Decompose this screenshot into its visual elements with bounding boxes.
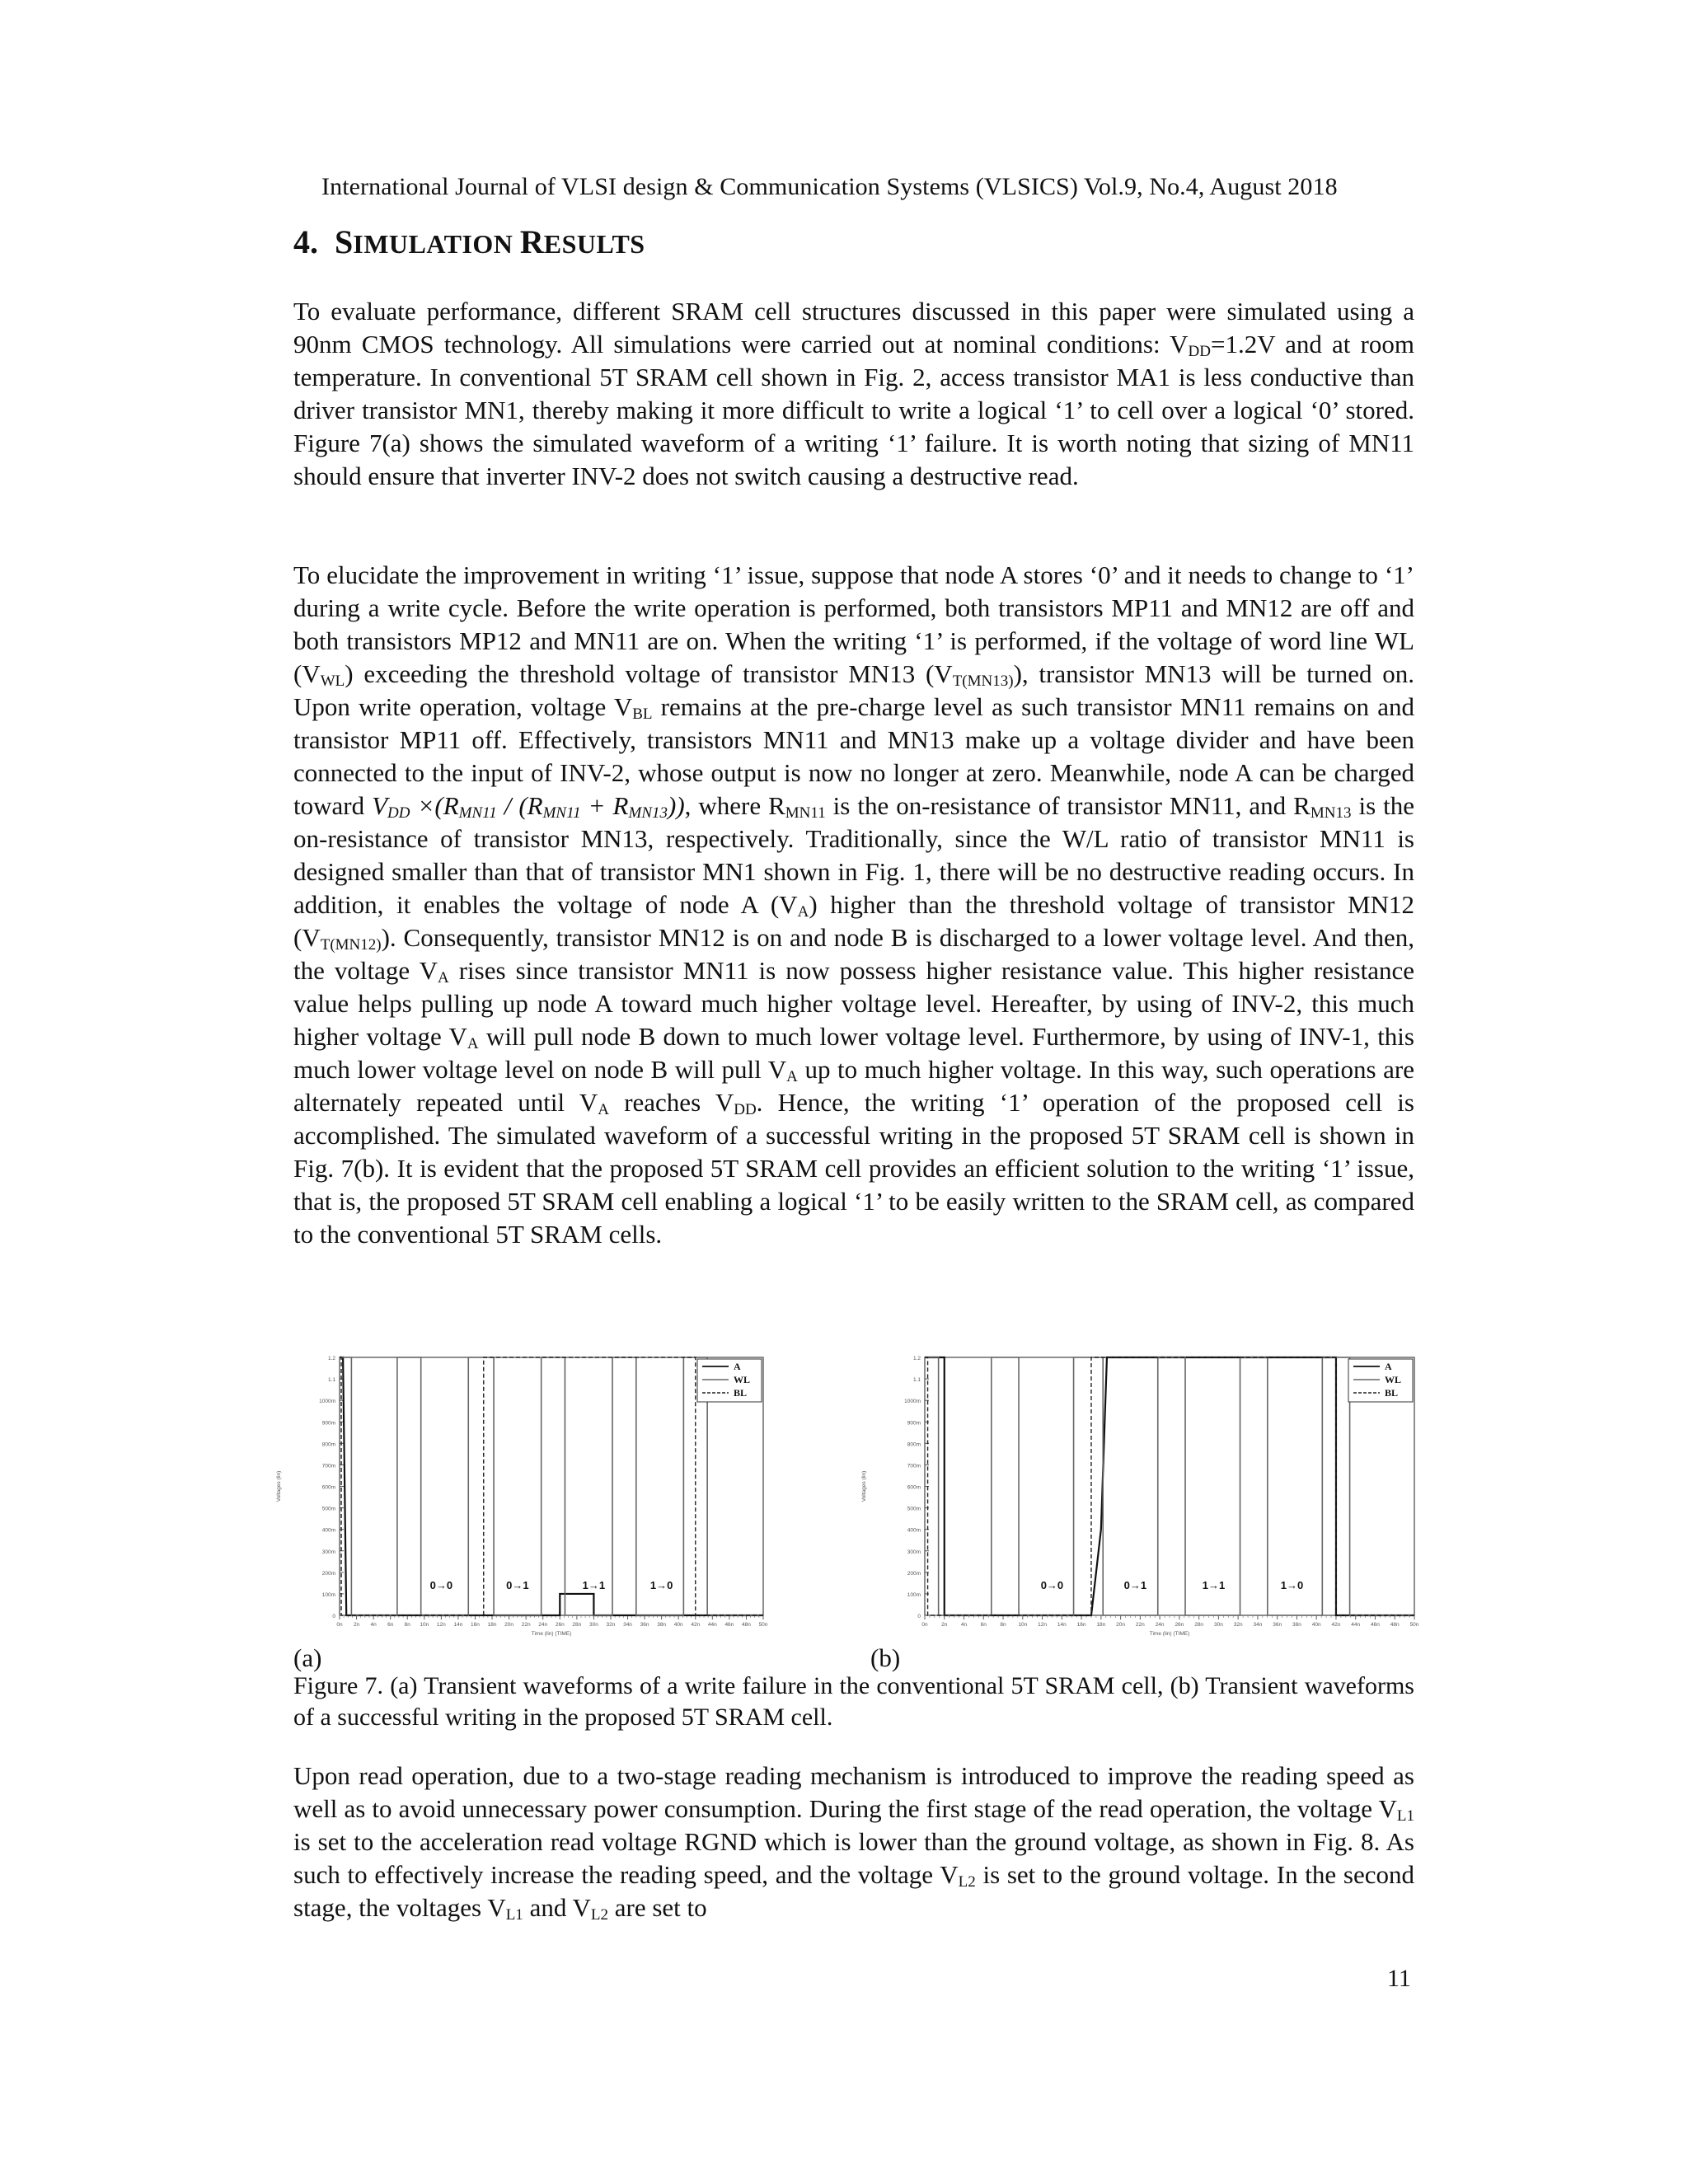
x-tick-label: 10n	[1018, 1622, 1028, 1628]
x-tick-label: 24n	[538, 1622, 548, 1628]
x-tick-label: 16n	[1076, 1622, 1086, 1628]
y-tick-label: 900m	[321, 1420, 335, 1427]
x-tick-label: 44n	[707, 1622, 717, 1628]
legend-box	[1348, 1359, 1413, 1402]
series-a-line	[925, 1357, 1414, 1615]
y-tick-label: 1.1	[912, 1377, 921, 1384]
x-tick-label: 36n	[640, 1622, 649, 1628]
x-tick-label: 0n	[336, 1622, 343, 1628]
x-tick-label: 20n	[1116, 1622, 1126, 1628]
x-axis-label: Time (lin) (TIME)	[531, 1631, 572, 1637]
x-tick-label: 22n	[1135, 1622, 1145, 1628]
x-tick-label: 32n	[1233, 1622, 1243, 1628]
y-tick-label: 0	[332, 1614, 335, 1619]
y-tick-label: 400m	[321, 1527, 335, 1534]
x-tick-label: 28n	[572, 1622, 582, 1628]
figure-label-a: (a)	[293, 1643, 322, 1672]
x-tick-label: 24n	[1155, 1622, 1165, 1628]
y-tick-label: 300m	[907, 1549, 921, 1555]
x-tick-label: 36n	[1273, 1622, 1282, 1628]
x-tick-label: 34n	[623, 1622, 632, 1628]
y-tick-label: 900m	[907, 1420, 921, 1427]
x-tick-label: 20n	[504, 1622, 514, 1628]
x-tick-label: 8n	[404, 1622, 410, 1628]
plot-frame	[925, 1357, 1414, 1615]
journal-header: International Journal of VLSI design & Communication Systems (VLSICS) Vol.9, No.4, August 2018	[321, 173, 1338, 200]
y-tick-label: 1000m	[319, 1399, 335, 1405]
x-tick-label: 10n	[420, 1622, 429, 1628]
y-tick-label: 1000m	[904, 1399, 921, 1405]
x-tick-label: 46n	[724, 1622, 734, 1628]
y-tick-label: 200m	[907, 1570, 921, 1577]
x-tick-label: 4n	[960, 1622, 968, 1628]
series-bl-line	[925, 1357, 1414, 1615]
section-number: 4.	[293, 223, 318, 260]
legend-label-a: A	[1385, 1361, 1392, 1372]
x-axis-label: Time (lin) (TIME)	[1149, 1631, 1190, 1637]
y-tick-label: 500m	[321, 1506, 335, 1512]
legend-label-wl: WL	[734, 1374, 751, 1385]
y-tick-label: 500m	[907, 1506, 921, 1512]
x-tick-label: 26n	[555, 1622, 565, 1628]
x-tick-label: 18n	[487, 1622, 497, 1628]
figure-7a-chart	[272, 1347, 775, 1644]
page-number: 11	[1387, 1965, 1411, 1992]
x-tick-label: 38n	[1292, 1622, 1301, 1628]
x-tick-label: 40n	[673, 1622, 683, 1628]
transition-annotation: 0→1	[1123, 1578, 1147, 1591]
transition-annotation: 0→1	[506, 1578, 529, 1591]
y-tick-label: 100m	[907, 1591, 921, 1598]
transition-annotation: 1→1	[1202, 1578, 1226, 1591]
x-tick-label: 18n	[1096, 1622, 1106, 1628]
y-axis-label: Voltages (lin)	[861, 1470, 867, 1502]
x-tick-label: 22n	[521, 1622, 531, 1628]
x-tick-label: 32n	[606, 1622, 616, 1628]
x-tick-label: 8n	[1000, 1622, 1006, 1628]
x-tick-label: 28n	[1194, 1622, 1204, 1628]
x-tick-label: 48n	[742, 1622, 751, 1628]
x-tick-label: 50n	[758, 1622, 768, 1628]
figure-label-b: (b)	[870, 1643, 901, 1672]
x-tick-label: 12n	[436, 1622, 446, 1628]
transition-annotation: 1→0	[1280, 1578, 1304, 1591]
x-tick-label: 42n	[1331, 1622, 1341, 1628]
x-tick-label: 6n	[980, 1622, 987, 1628]
section-title-rest-1: IMULATION	[353, 229, 520, 259]
x-tick-label: 46n	[1371, 1622, 1380, 1628]
section-title-rest-2: ESULTS	[543, 229, 645, 259]
y-tick-label: 700m	[907, 1463, 921, 1469]
transition-annotation: 1→0	[649, 1578, 673, 1591]
paragraph-1: To evaluate performance, different SRAM cell structures discussed in this paper were simulated using a 90nm CMOS technology. All simulations were carried out at nominal conditions: $V_{DD}=1.2V$ and at room temperature. In conventional 5T SRAM cell shown in Fig. 2, access transistor MA1 is less conductive than driver transistor MN1, thereby making it more difficult to write a logical ‘1’ to cell over a logical ‘0’ stored. Figure 7(a) shows the simulated waveform of a writing ‘1’ failure. It is worth noting that sizing of MN11 should ensure that inverter INV-2 does not switch causing a destructive read.	[293, 297, 1414, 490]
y-tick-label: 400m	[907, 1527, 921, 1534]
legend-label-bl: BL	[734, 1387, 748, 1399]
x-tick-label: 12n	[1038, 1622, 1047, 1628]
y-tick-label: 700m	[321, 1463, 335, 1469]
section-title	[293, 223, 645, 261]
section-title-cap-1: S	[335, 223, 354, 260]
x-tick-label: 50n	[1409, 1622, 1419, 1628]
x-tick-label: 30n	[588, 1622, 598, 1628]
y-tick-label: 1.2	[327, 1356, 335, 1361]
x-tick-label: 2n	[941, 1622, 948, 1628]
y-tick-label: 800m	[321, 1441, 335, 1448]
x-tick-label: 30n	[1213, 1622, 1223, 1628]
x-tick-label: 0n	[921, 1622, 928, 1628]
y-axis-label: Voltages (lin)	[276, 1470, 282, 1502]
legend-label-wl: WL	[1385, 1374, 1402, 1385]
legend-label-a: A	[734, 1361, 741, 1372]
voltage-divider-formula: $V_{DD} \times(R_{MN11} / (R_{MN11} + R_{MN13}))$	[372, 791, 685, 822]
x-tick-label: 42n	[691, 1622, 701, 1628]
y-tick-label: 100m	[321, 1591, 335, 1598]
x-tick-label: 38n	[657, 1622, 667, 1628]
x-tick-label: 6n	[387, 1622, 394, 1628]
x-tick-label: 26n	[1175, 1622, 1184, 1628]
x-tick-label: 16n	[471, 1622, 480, 1628]
y-tick-label: 1.1	[327, 1377, 335, 1384]
legend-label-bl: BL	[1385, 1387, 1399, 1399]
y-tick-label: 800m	[907, 1441, 921, 1448]
x-tick-label: 2n	[353, 1622, 360, 1628]
x-tick-label: 44n	[1351, 1622, 1361, 1628]
x-tick-label: 34n	[1253, 1622, 1263, 1628]
paragraph-3: Upon read operation, due to a two-stage reading mechanism is introduced to improve the reading speed as well as to avoid unnecessary power consumption. During the first stage of the read operation, the voltage $V_{L1}$ is set to the acceleration read voltage RGND which is lower than the ground voltage, as shown in Fig. 8. As such to effectively increase the reading speed, and the voltage $V_{L2}$ is set to the ground voltage. In the second stage, the voltages $V_{L1}$ and $V_{L2}$ are set to	[293, 1761, 1414, 1924]
figure-7b-chart	[857, 1347, 1426, 1644]
y-tick-label: 600m	[321, 1484, 335, 1491]
x-tick-label: 14n	[1057, 1622, 1067, 1628]
y-tick-label: 0	[917, 1614, 921, 1619]
x-tick-label: 4n	[370, 1622, 377, 1628]
y-tick-label: 1.2	[912, 1356, 921, 1361]
transition-annotation: 0→0	[1040, 1578, 1064, 1591]
x-tick-label: 14n	[453, 1622, 463, 1628]
x-tick-label: 40n	[1311, 1622, 1321, 1628]
section-title-cap-2: R	[519, 223, 544, 260]
y-tick-label: 600m	[907, 1484, 921, 1491]
y-tick-label: 300m	[321, 1549, 335, 1555]
figure-caption: Figure 7. (a) Transient waveforms of a write failure in the conventional 5T SRAM cell, (b) Transient waveforms of a successful writing in the proposed 5T SRAM cell.	[293, 1672, 1414, 1731]
transition-annotation: 1→1	[582, 1578, 606, 1591]
x-tick-label: 48n	[1390, 1622, 1400, 1628]
series-wl-line	[925, 1357, 1414, 1615]
y-tick-label: 200m	[321, 1570, 335, 1577]
transition-annotation: 0→0	[429, 1578, 453, 1591]
legend-box	[697, 1359, 762, 1402]
paragraph-2: To elucidate the improvement in writing ‘1’ issue, suppose that node A stores ‘0’ and it needs to change to ‘1’ during a write cycle. Before the write operation is performed, both transistors MP11 and MN12 are off and both transistors MP12 and MN11 are on. When the writing ‘1’ is performed, if the voltage of word line WL $(V_{WL})$ exceeding the threshold voltage of transistor MN13 $(V_{T(MN13)})$, transistor MN13 will be turned on. Upon write operation, voltage $V_{BL}$ remains at the pre-charge level as such transistor MN11 remains on and transistor MP11 off. Effectively, transistors MN11 and MN13 make up a voltage divider and have been connected to the input of INV-2, whose output is now no longer at zero. Meanwhile, node A can be charged toward $V_{DD} \times(R_{MN11} / (R_{MN11} + R_{MN13}))$, where $R_{MN11}$ is the on-resistance of transistor MN11, and $R_{MN13}$ is the on-resistance of transistor MN13, respectively. Traditionally, since the W/L ratio of transistor MN11 is designed smaller than that of transistor MN1 shown in Fig. 1, there will be no destructive reading occurs. In addition, it enables the voltage of node A $(V_A)$ higher than the threshold voltage of transistor MN12 $(V_{T(MN12)})$. Consequently, transistor MN12 is on and node B is discharged to a lower voltage level. And then, the voltage $V_A$ rises since transistor MN11 is now possess higher resistance value. This higher resistance value helps pulling up node A toward much higher voltage level. Hereafter, by using of INV-2, this much higher voltage $V_A$ will pull node B down to much lower voltage level. Furthermore, by using of INV-1, this much lower voltage level on node B will pull $V_A$ up to much higher voltage. In this way, such operations are alternately repeated until $V_A$ reaches $V_{DD}$. Hence, the writing ‘1’ operation of the proposed cell is accomplished. The simulated waveform of a successful writing in the proposed 5T SRAM cell is shown in Fig. 7(b). It is evident that the proposed 5T SRAM cell provides an efficient solution to the writing ‘1’ issue, that is, the proposed 5T SRAM cell enabling a logical ‘1’ to be easily written to the SRAM cell, as compared to the conventional 5T SRAM cells.	[293, 560, 1415, 1249]
